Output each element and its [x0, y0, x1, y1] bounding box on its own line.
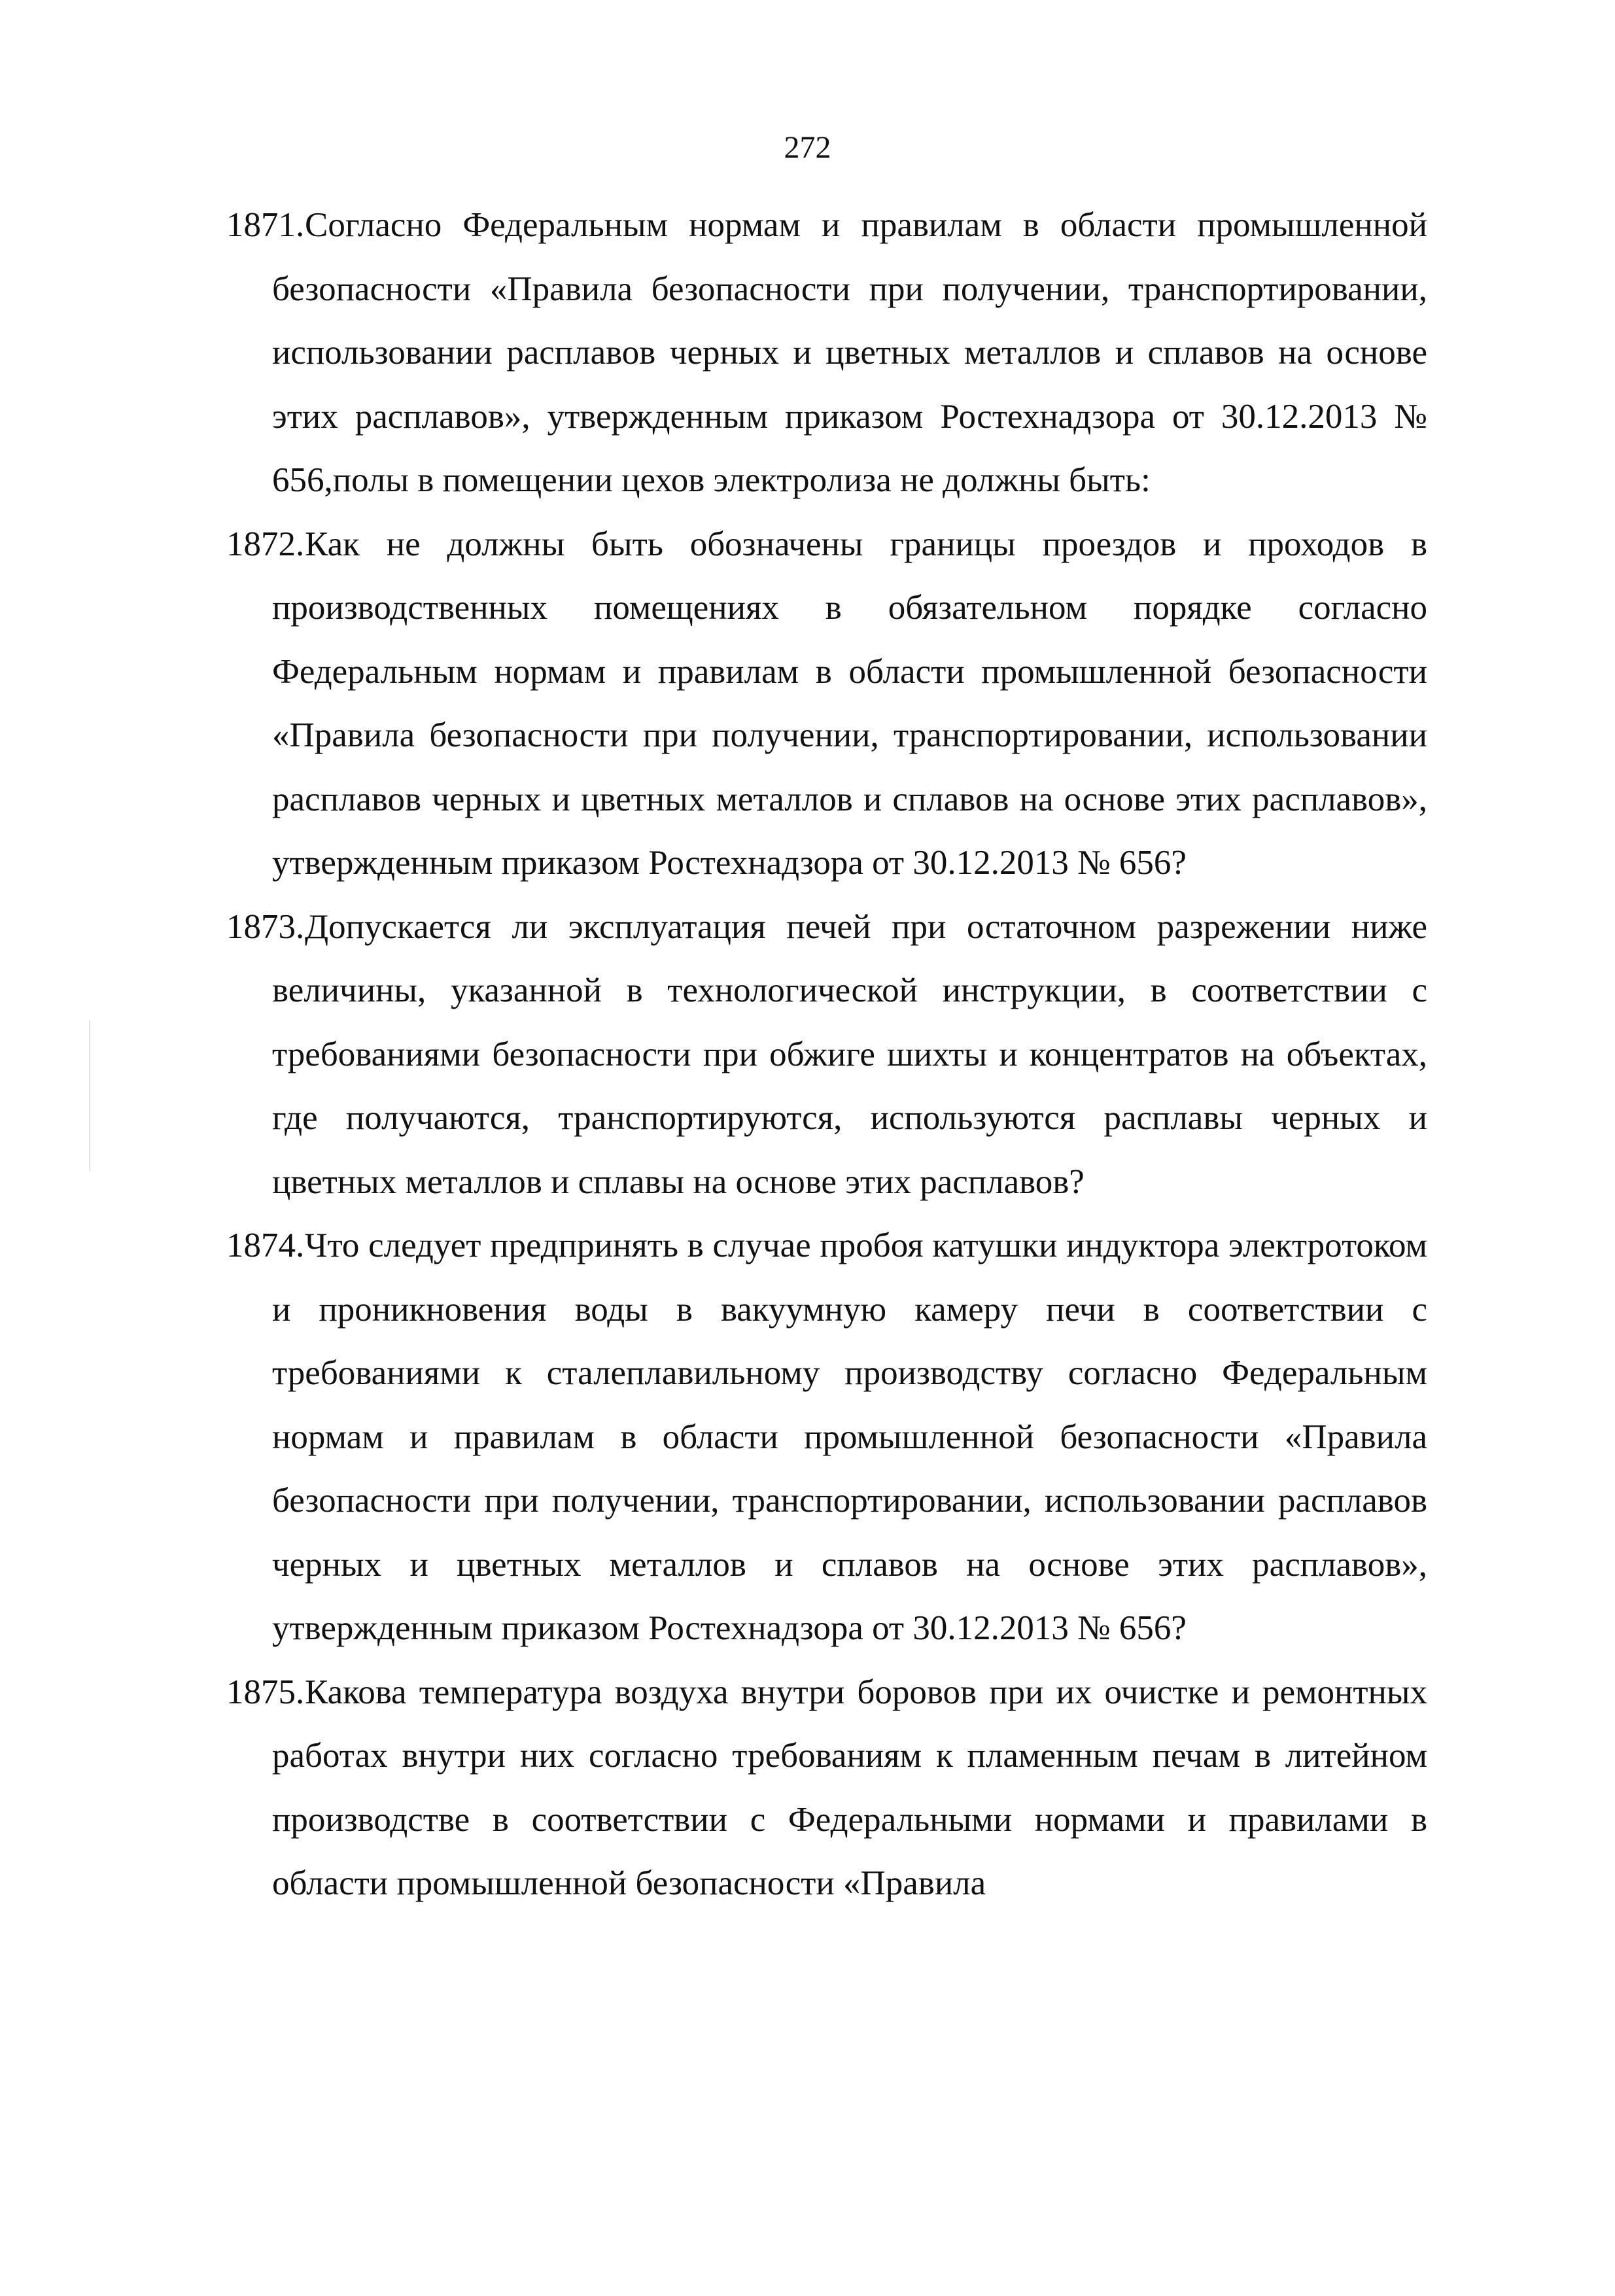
question-item [226, 194, 1427, 513]
question-text: Согласно Федеральным нормам и правилам в области промышленной безопасности «Правила безопасности при получении, транспортировании, использовании расплавов черных и цветных металлов и сплавов на основе этих расплавов», утвержденным приказом Ростехнадзора от 30.12.2013 № 656,полы в помещении цехов электролиза не должны быть: [272, 206, 1427, 499]
question-text: Допускается ли эксплуатация печей при остаточном разрежении ниже величины, указанной в технологической инструкции, в соответствии с требованиями безопасности при обжиге шихты и концентратов на объектах, где получаются, транспортируются, используются расплавы черных и цветных металлов и сплавы на основе этих расплавов? [272, 907, 1427, 1201]
question-item [226, 1214, 1427, 1661]
page-number: 272 [784, 130, 831, 165]
scan-edge-mark [89, 1020, 90, 1171]
question-item [226, 1661, 1427, 1916]
question-number: 1875. [226, 1673, 305, 1711]
question-text: Какова температура воздуха внутри боровов при их очистке и ремонтных работах внутри них согласно требованиям к пламенным печам в литейном производстве в соответствии с Федеральными нормами и правилами в области промышленной безопасности «Правила [272, 1673, 1427, 1902]
question-number: 1874. [226, 1226, 305, 1264]
question-item [226, 513, 1427, 896]
question-number: 1871. [226, 206, 305, 244]
question-text: Как не должны быть обозначены границы проездов и проходов в производственных помещениях в обязательном порядке согласно Федеральным нормам и правилам в области промышленной безопасности «Правила безопасности при получении, транспортировании, использовании расплавов черных и цветных металлов и сплавов на основе этих расплавов», утвержденным приказом Ростехнадзора от 30.12.2013 № 656? [272, 525, 1427, 882]
question-list [226, 194, 1427, 1916]
question-number: 1873. [226, 907, 305, 946]
question-item [226, 896, 1427, 1215]
question-number: 1872. [226, 525, 305, 563]
question-text: Что следует предпринять в случае пробоя катушки индуктора электротоком и проникновения воды в вакуумную камеру печи в соответствии с требованиями к сталеплавильному производству согласно Федеральным нормам и правилам в области промышленной безопасности «Правила безопасности при получении, транспортировании, использовании расплавов черных и цветных металлов и сплавов на основе этих расплавов», утвержденным приказом Ростехнадзора от 30.12.2013 № 656? [272, 1226, 1427, 1647]
